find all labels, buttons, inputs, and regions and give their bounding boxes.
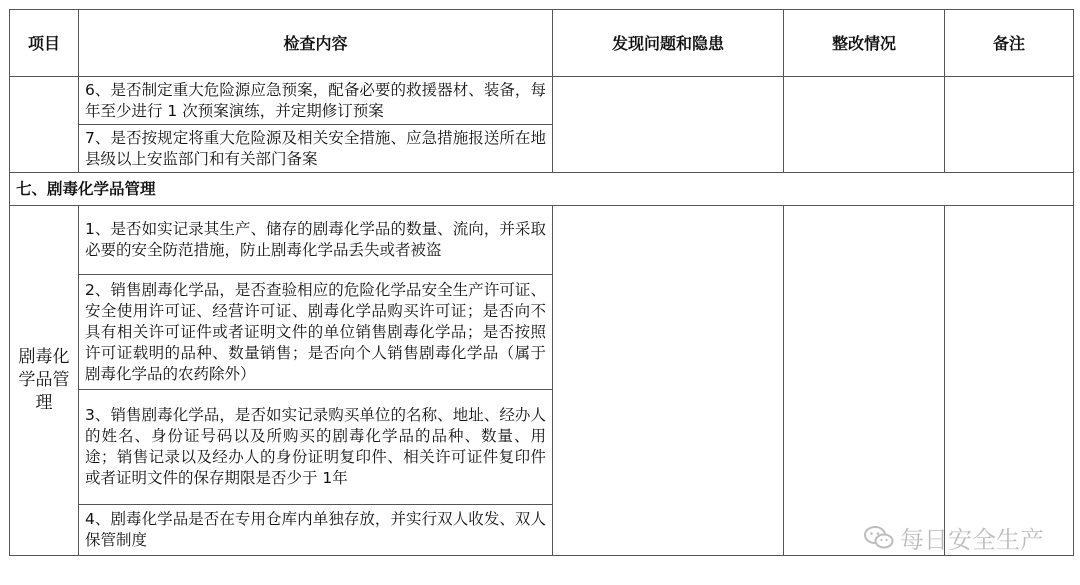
watermark-text: 每日安全生产 xyxy=(900,526,1044,554)
issues-cell xyxy=(553,77,784,173)
header-row xyxy=(10,10,1074,77)
section-item-label: 剧毒化学品管理 xyxy=(10,206,79,556)
content-cell: 7、是否按规定将重大危险源及相关安全措施、应急措施报送所在地县级以上安监部门和有关部门备案 xyxy=(79,125,553,173)
content-cell: 2、销售剧毒化学品，是否查验相应的危险化学品安全生产许可证、安全使用许可证、经营许可证、剧毒化学品购买许可证；是否向不具有相关许可证件或者证明文件的单位销售剧毒化学品；是否按照许可证载明的品种、数量销售；是否向个人销售剧毒化学品（属于剧毒化学品的农药除外） xyxy=(79,275,553,390)
header-content: 检查内容 xyxy=(79,10,553,77)
header-item: 项目 xyxy=(10,10,79,77)
remarks-cell xyxy=(945,206,1074,556)
table-row xyxy=(10,77,1074,125)
section-row xyxy=(10,173,1074,206)
table-row xyxy=(10,206,1074,275)
content-cell: 1、是否如实记录其生产、储存的剧毒化学品的数量、流向，并采取必要的安全防范措施，防止剧毒化学品丢失或者被盗 xyxy=(79,206,553,275)
content-cell: 3、销售剧毒化学品，是否如实记录购买单位的名称、地址、经办人的姓名、身份证号码以及所购买的剧毒化学品的品种、数量、用途；销售记录以及经办人的身份证明复印件、相关许可证件复印件或者证明文件的保存期限是否少于 1年 xyxy=(79,390,553,505)
wechat-icon xyxy=(864,525,894,551)
rectification-cell xyxy=(784,206,945,556)
remarks-cell xyxy=(945,77,1074,173)
item-cell-empty xyxy=(10,77,79,173)
content-cell: 4、剧毒化学品是否在专用仓库内单独存放，并实行双人收发、双人保管制度 xyxy=(79,505,553,556)
content-cell: 6、是否制定重大危险源应急预案，配备必要的救援器材、装备，每年至少进行 1 次预案演练，并定期修订预案 xyxy=(79,77,553,125)
rectification-cell xyxy=(784,77,945,173)
header-issues: 发现问题和隐患 xyxy=(553,10,784,77)
inspection-table xyxy=(9,9,1074,556)
issues-cell xyxy=(553,206,784,556)
section-title: 七、剧毒化学品管理 xyxy=(10,173,1074,206)
watermark xyxy=(864,520,1044,555)
header-remarks: 备注 xyxy=(945,10,1074,77)
header-rectification: 整改情况 xyxy=(784,10,945,77)
